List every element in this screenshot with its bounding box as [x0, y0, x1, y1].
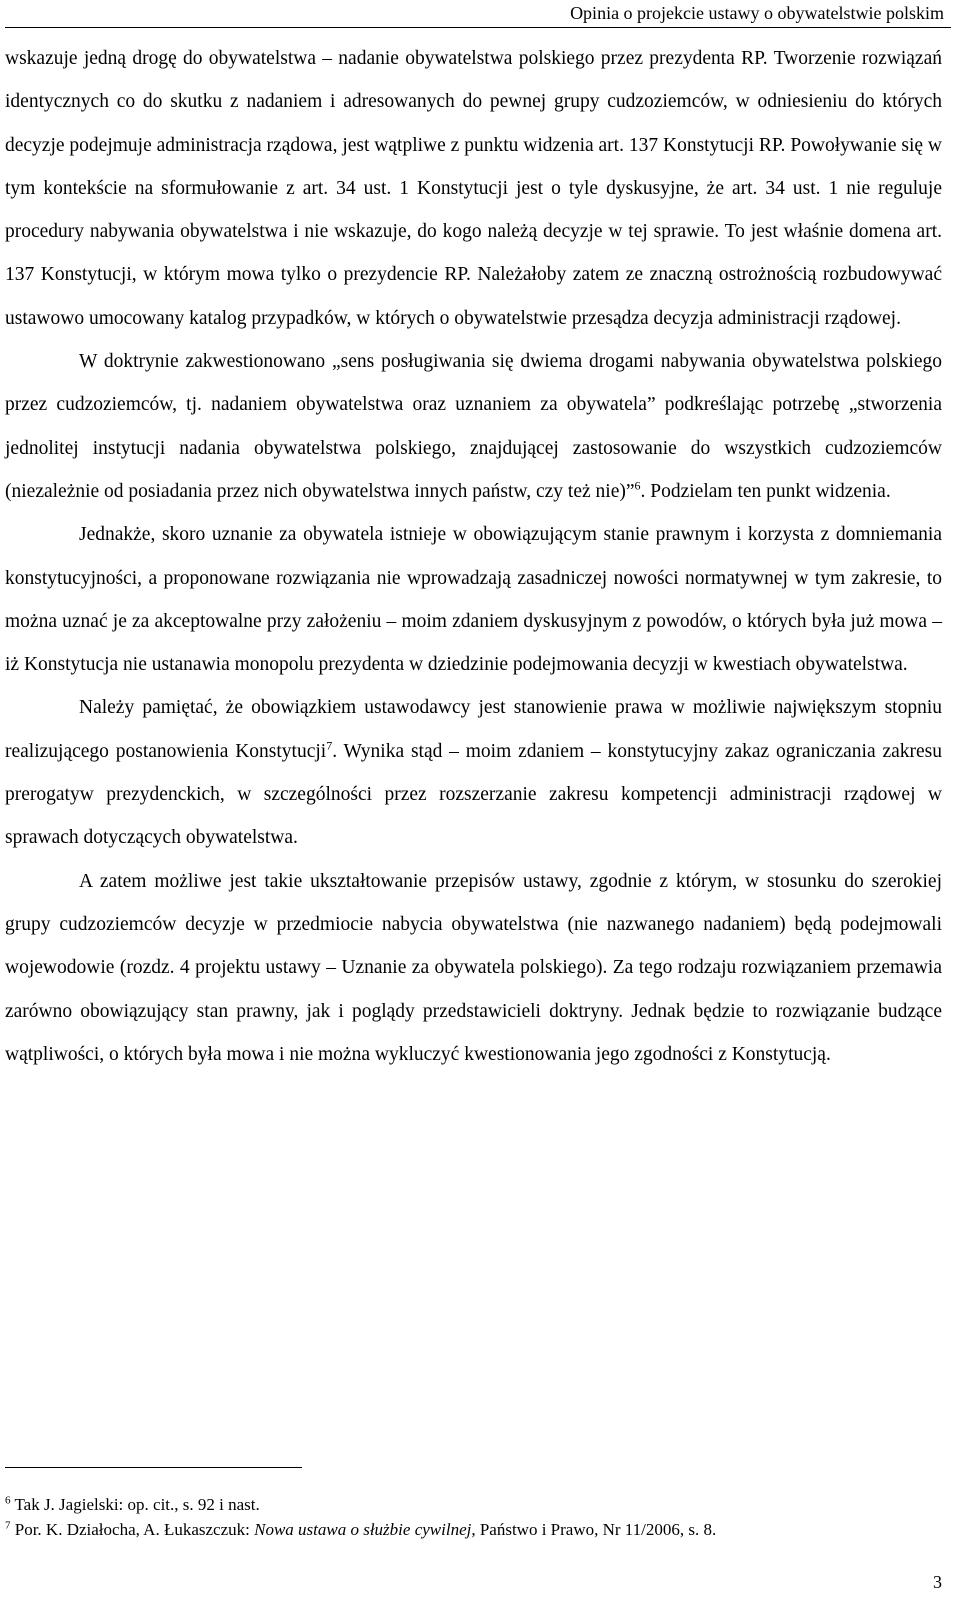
document-body — [5, 37, 942, 1076]
paragraph — [5, 686, 942, 859]
footnote-ref-6[interactable]: 6 — [634, 478, 641, 493]
footnotes — [5, 1492, 935, 1542]
paragraph-text: A zatem możliwe jest takie ukształtowanie przepisów ustawy, zgodnie z którym, w stosunku do szerokiej grupy cudzoziemców decyzje w przedmiocie nabycia obywatelstwa (nie nazwanego nadaniem) będą podejmowali wojewodowie (rozdz. 4 projektu ustawy – Uznanie za obywatela polskiego). Za tego rodzaju rozwiązaniem przemawia zarówno obowiązujący stan prawny, jak i poglądy przedstawicieli doktryny. Jednak będzie to rozwiązanie budzące wątpliwości, o których była mowa i nie można wykluczyć kwestionowania jego zgodności z Konstytucją. — [5, 870, 942, 1065]
paragraph-text: . Wynika stąd – moim zdaniem – konstytucyjny zakaz ograniczania zakresu prerogatyw prezydenckich, w szczególności przez rozszerzanie zakresu kompetencji administracji rządowej w sprawach dotyczących obywatelstwa. — [5, 740, 942, 849]
header-rule — [5, 27, 951, 28]
paragraph-text: . Podzielam ten punkt widzenia. — [640, 480, 891, 502]
paragraph — [5, 513, 942, 686]
footnote-text: Tak J. Jagielski: op. cit., s. 92 i nast. — [14, 1495, 260, 1514]
paragraph — [5, 340, 942, 513]
footnote-number: 6 — [5, 1494, 11, 1507]
paragraph-text: W doktrynie zakwestionowano „sens posługiwania się dwiema drogami nabywania obywatelstwa polskiego przez cudzoziemców, tj. nadaniem obywatelstwa oraz uznaniem za obywatela” podkreślając potrzebę „stworzenia jednolitej instytucji nadania obywatelstwa polskiego, znajdującej zastosowanie do wszystkich cudzoziemców (niezależnie od posiadania przez nich obywatelstwa innych państw, czy też nie)” — [5, 351, 942, 502]
footnote-title-italic: Nowa ustawa o służbie cywilnej — [254, 1520, 472, 1539]
paragraph — [5, 860, 942, 1076]
paragraph-text: Należy pamiętać, że obowiązkiem ustawodawcy jest stanowienie prawa w możliwie największym stopniu realizującego postanowienia Konstytucji — [5, 697, 942, 762]
footnote-7 — [5, 1517, 935, 1542]
footnote-6 — [5, 1492, 935, 1517]
paragraph-text: Jednakże, skoro uznanie za obywatela istnieje w obowiązującym stanie prawnym i korzysta z domniemania konstytucyjności, a proponowane rozwiązania nie wprowadzają zasadniczej nowości normatywnej w tym zakresie, to można uznać je za akceptowalne przy założeniu – moim zdaniem dyskusyjnym z powodów, o których była już mowa – iż Konstytucja nie ustanawia monopolu prezydenta w dziedzinie podejmowania decyzji w kwestiach obywatelstwa. — [5, 524, 942, 676]
footnote-text: Por. K. Działocha, A. Łukaszczuk: — [14, 1520, 255, 1539]
running-header: Opinia o projekcie ustawy o obywatelstwie polskim — [570, 3, 944, 23]
footnote-text: , Państwo i Prawo, Nr 11/2006, s. 8. — [471, 1520, 717, 1539]
paragraph — [5, 37, 942, 340]
paragraph-text: wskazuje jedną drogę do obywatelstwa – nadanie obywatelstwa polskiego przez prezydenta RP. Tworzenie rozwiązań identycznych co do skutku z nadaniem i adresowanych do pewnej grupy cudzoziemców, w odniesieniu do których decyzje podejmuje administracja rządowa, jest wątpliwe z punktu widzenia art. 137 Konstytucji RP. Powoływanie się w tym kontekście na sformułowanie z art. 34 ust. 1 Konstytucji jest o tyle dyskusyjne, że art. 34 ust. 1 nie reguluje procedury nabywania obywatelstwa i nie wskazuje, do kogo należą decyzje w tej sprawie. To jest właśnie domena art. 137 Konstytucji, w którym mowa tylko o prezydencie RP. Należałoby zatem ze znaczną ostrożnością rozbudowywać ustawowo umocowany katalog przypadków, w których o obywatelstwie przesądza decyzja administracji rządowej. — [5, 48, 942, 329]
page-number: 3 — [933, 1572, 942, 1592]
footnote-ref-7[interactable]: 7 — [326, 738, 333, 753]
footnote-number: 7 — [5, 1519, 11, 1532]
footnote-separator — [5, 1467, 302, 1468]
